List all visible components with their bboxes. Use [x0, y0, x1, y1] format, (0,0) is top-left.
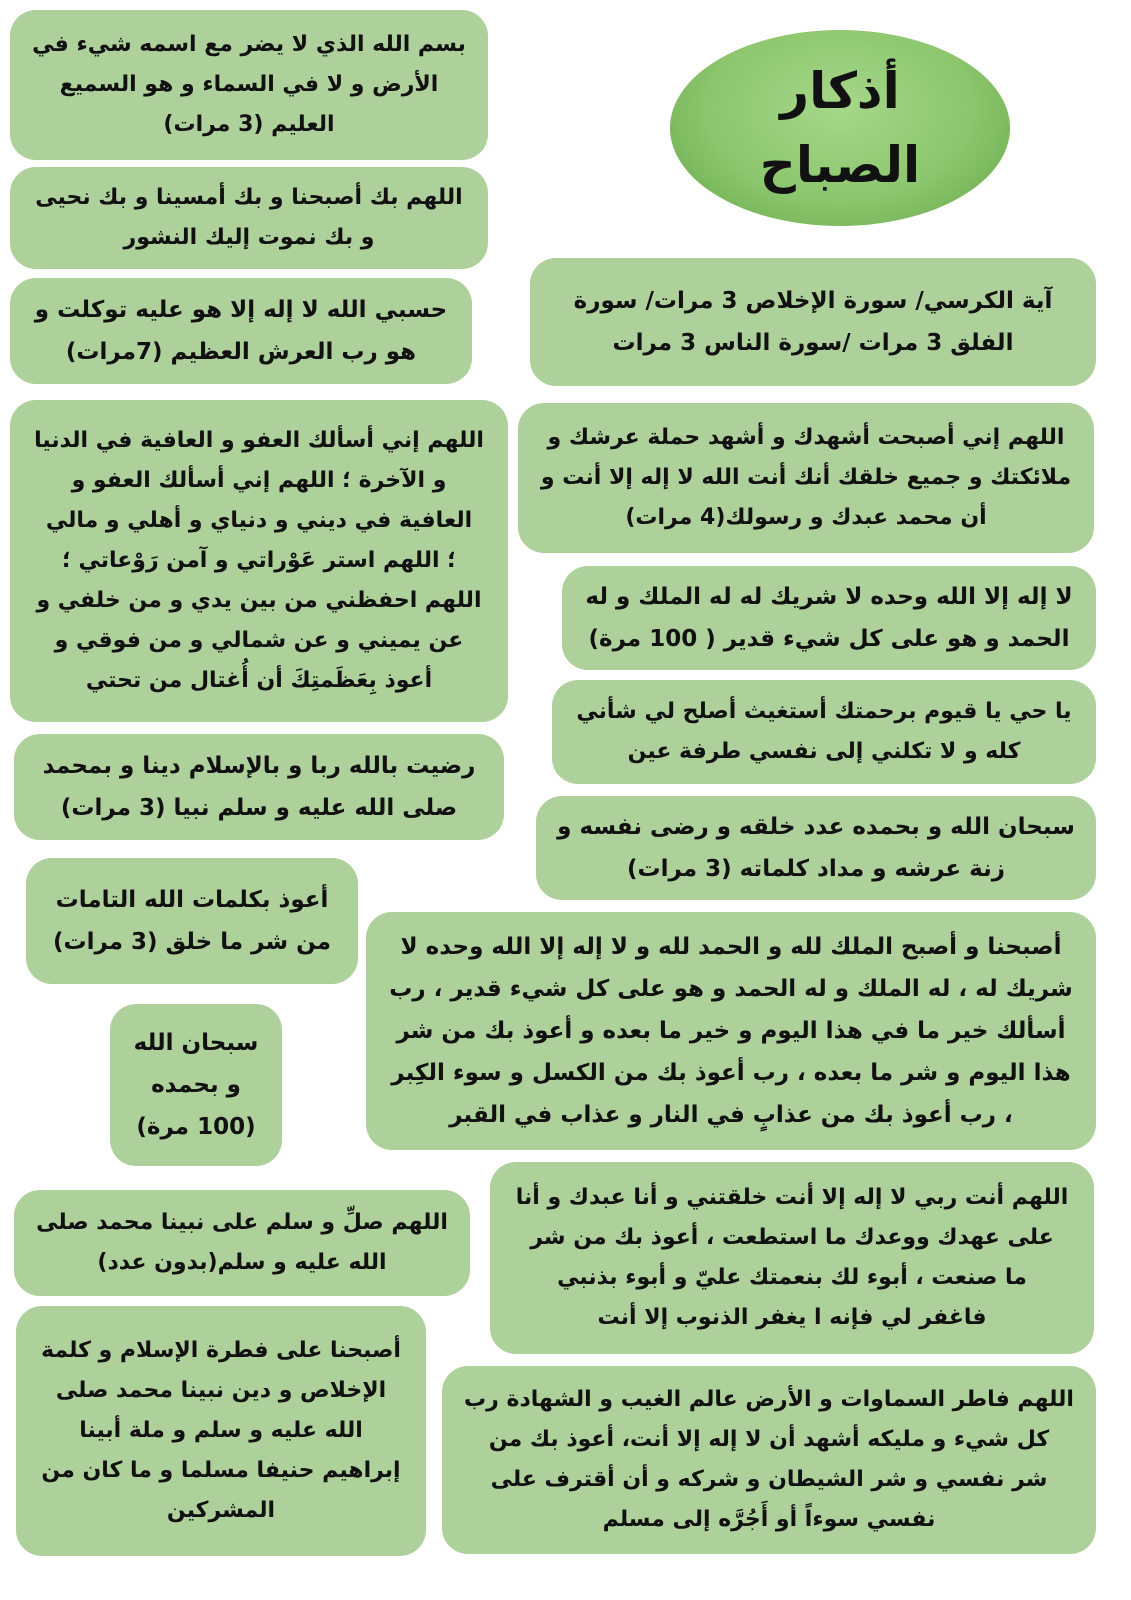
dhikr-text: اللهم بك أصبحنا و بك أمسينا و بك نحيى و بك نموت إليك النشور	[35, 185, 463, 250]
dhikr-card-ya-hayy	[552, 680, 1096, 784]
dhikr-card-sayyid-istighfar	[490, 1162, 1094, 1354]
dhikr-card-ayat-kursi	[530, 258, 1096, 386]
dhikr-card-basmala	[10, 10, 488, 160]
dhikr-card-audhu-kalimat	[26, 858, 358, 984]
dhikr-text: حسبي الله لا إله إلا هو عليه توكلت و هو رب العرش العظيم (7مرات)	[34, 297, 448, 365]
dhikr-text: آية الكرسي/ سورة الإخلاص 3 مرات/ سورة الفلق 3 مرات /سورة الناس 3 مرات	[573, 288, 1053, 356]
dhikr-text: أصبحنا على فطرة الإسلام و كلمة الإخلاص و دين نبينا محمد صلى الله عليه و سلم و ملة أبينا إبراهيم حنيفا مسلما و ما كان من المشركين	[41, 1338, 401, 1523]
dhikr-card-ushhiduk	[518, 403, 1094, 553]
dhikr-text: بسم الله الذي لا يضر مع اسمه شيء في الأرض و لا في السماء و هو السميع العليم (3 مرات)	[32, 32, 466, 137]
dhikr-card-raditu	[14, 734, 504, 840]
dhikr-text: أعوذ بكلمات الله التامات من شر ما خلق (3 مرات)	[52, 887, 332, 955]
dhikr-text: اللهم فاطر السماوات و الأرض عالم الغيب و الشهادة رب كل شيء و مليكه أشهد أن لا إله إلا أنت، أعوذ بك من شر نفسي و شر الشيطان و شركه و أن أقترف على نفسي سوءاً أو أَجُرَّه إلى مسلم	[464, 1387, 1074, 1532]
dhikr-text: اللهم صلِّ و سلم على نبينا محمد صلى الله عليه و سلم(بدون عدد)	[36, 1210, 448, 1275]
dhikr-card-asbahna-mulk	[366, 912, 1096, 1150]
dhikr-card-subhanallah-100	[110, 1004, 282, 1166]
dhikr-text: اللهم إني أصبحت أشهدك و أشهد حملة عرشك و ملائكتك و جميع خلقك أنك أنت الله لا إله إلا أنت و أن محمد عبدك و رسولك(4 مرات)	[540, 425, 1072, 530]
dhikr-card-hasbiya	[10, 278, 472, 384]
dhikr-text: اللهم إني أسألك العفو و العافية في الدنيا و الآخرة ؛ اللهم إني أسألك العفو و العافية في ديني و دنياي و أهلي و مالي ؛ اللهم استر عَوْراتي و آمن رَوْعاتي ؛ اللهم احفظني من بين يدي و من خلفي و عن يميني و عن شمالي و من فوقي و أعوذ بِعَظَمتِكَ أن أُغتال من تحتي	[34, 428, 484, 693]
title-badge	[670, 30, 1010, 226]
dhikr-text: سبحان الله و بحمده (100 مرة)	[133, 1030, 259, 1140]
dhikr-card-fitra	[16, 1306, 426, 1556]
page-title: أذكار الصباح	[759, 62, 921, 194]
dhikr-text: اللهم أنت ربي لا إله إلا أنت خلقتني و أنا عبدك و أنا على عهدك ووعدك ما استطعت ، أعوذ بك من شر ما صنعت ، أبوء لك بنعمتك عليّ و أبوء بذنبي فاغفر لي فإنه ا يغفر الذنوب إلا أنت	[515, 1185, 1069, 1330]
dhikr-card-afw-afiya	[10, 400, 508, 722]
dhikr-text: رضيت بالله ربا و بالإسلام دينا و بمحمد صلى الله عليه و سلم نبيا (3 مرات)	[42, 753, 476, 821]
dhikr-text: سبحان الله و بحمده عدد خلقه و رضى نفسه و زنة عرشه و مداد كلماته (3 مرات)	[557, 814, 1075, 882]
dhikr-text: لا إله إلا الله وحده لا شريك له له الملك و له الحمد و هو على كل شيء قدير ( 100 مرة)	[585, 584, 1073, 652]
dhikr-text: أصبحنا و أصبح الملك لله و الحمد لله و لا إله إلا الله وحده لا شريك له ، له الملك و له الحمد و هو على كل شيء قدير ، رب أسألك خير ما في هذا اليوم و خير ما بعده و أعوذ بك من شر هذا اليوم و شر ما بعده ، رب أعوذ بك من الكسل و سوء الكِبر ، رب أعوذ بك من عذابٍ في النار و عذاب في القبر	[389, 934, 1073, 1128]
dhikr-card-adad-khalqih	[536, 796, 1096, 900]
dhikr-card-tahlil-100	[562, 566, 1096, 670]
dhikr-text: يا حي يا قيوم برحمتك أستغيث أصلح لي شأني كله و لا تكلني إلى نفسي طرفة عين	[576, 699, 1072, 764]
dhikr-card-fatir	[442, 1366, 1096, 1554]
dhikr-card-salawat	[14, 1190, 470, 1296]
dhikr-card-asbahna-bika	[10, 167, 488, 269]
